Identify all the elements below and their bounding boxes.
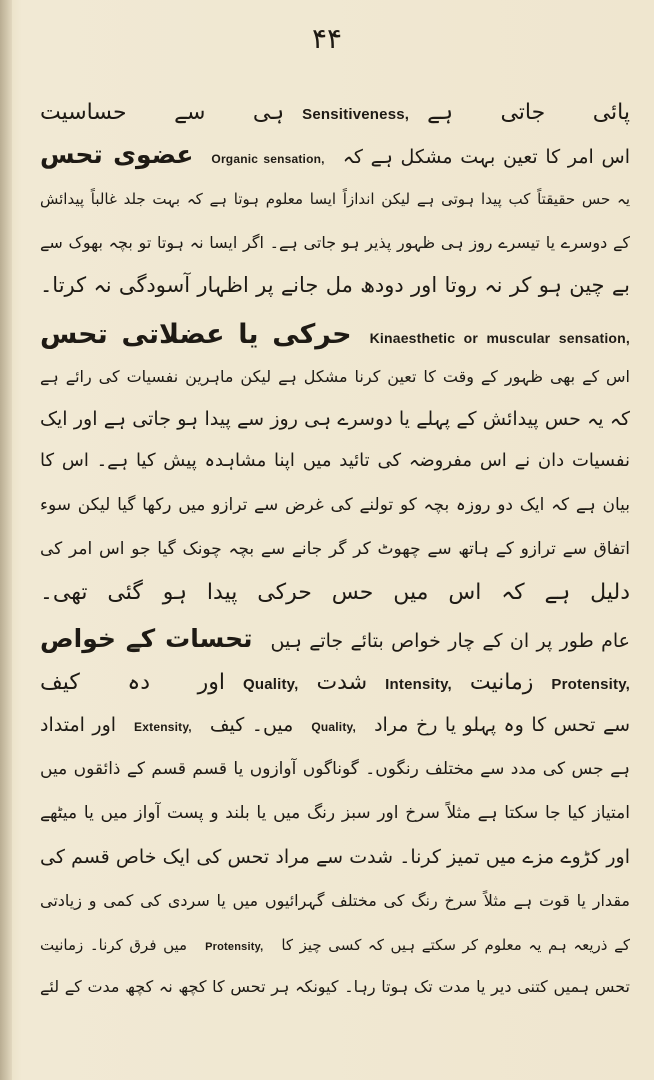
- text-line: [40, 268, 630, 304]
- english-term: Sensitiveness,: [302, 106, 410, 123]
- urdu-text: امتیاز کیا جا سکتا ہے مثلاً سرخ اور سبز رنگ میں یا بلند و پست آواز میں یا میٹھے: [40, 803, 630, 823]
- english-term: Quality,: [311, 720, 357, 734]
- section-heading: عضوی تحس: [40, 140, 194, 169]
- urdu-text: بیان ہے کہ ایک دو روزہ بچہ کو تولنے کی غرض سے ترازو میں رکھا گیا لیکن سوء: [40, 495, 630, 515]
- text-line: [40, 928, 630, 964]
- urdu-text: زمانیت: [469, 670, 534, 695]
- urdu-text: عام طور پر ان کے چار خواص بتائے جاتے ہیں: [270, 630, 630, 652]
- english-term: Quality,: [242, 676, 299, 693]
- urdu-text: ہے جس کی مدد سے مختلف رنگوں۔ گوناگوں آوازوں یا قسم قسم کے ذائقوں میں: [40, 759, 630, 779]
- english-term: Extensity,: [134, 720, 192, 734]
- urdu-text: اس کے بھی ظہور کے وقت کا تعین کرنا مشکل ہے لیکن ماہرین نفسیات کی رائے ہے: [40, 367, 630, 386]
- english-term: Protensity,: [551, 676, 630, 693]
- urdu-text: تحس ہمیں کتنی دیر یا مدت تک ہوتا رہا۔ کیونکہ ہر تحس کا کچھ نہ کچھ مدت کے لئے: [40, 977, 630, 996]
- urdu-text: میں فرق کرنا۔ زمانیت: [40, 936, 188, 954]
- english-term: Protensity,: [205, 941, 264, 953]
- text-line: [40, 970, 630, 1006]
- urdu-text: کے ذریعہ ہم یہ معلوم کر سکتے ہیں کہ کسی چیز کا: [281, 936, 630, 954]
- text-line: [40, 708, 630, 744]
- urdu-text: شدت: [316, 670, 368, 695]
- urdu-text: نفسیات دان نے اس مفروضہ کی تائید میں اپنا مشاہدہ پیش کیا ہے۔ اس کا: [40, 450, 630, 471]
- english-term: Intensity,: [385, 676, 452, 693]
- text-line: [40, 138, 630, 174]
- urdu-text: میں۔ کیف: [209, 714, 294, 736]
- text-line: [40, 752, 630, 788]
- urdu-text: اس امر کا تعین بہت مشکل ہے کہ: [342, 146, 630, 168]
- text-line: [40, 884, 630, 920]
- text-line: [40, 182, 630, 218]
- text-line: [40, 318, 630, 354]
- section-heading: تحسات کے خواص: [40, 624, 253, 653]
- section-heading: حرکی یا عضلاتی تحس: [40, 319, 352, 350]
- urdu-text: مقدار یا قوت ہے مثلاً سرخ رنگ کی مختلف گہرائیوں میں یا سردی کی کمی و زیادتی: [40, 891, 630, 910]
- urdu-text: اتفاق سے ترازو کے ہاتھ سے چھوٹ کر گر جانے سے بچہ چونک گیا جو اس امر کی: [40, 539, 630, 559]
- text-line: [40, 226, 630, 262]
- text-line: [40, 796, 630, 832]
- text-line: [40, 360, 630, 396]
- urdu-text: یہ حس حقیقتاً کب پیدا ہوتی ہے لیکن اندازاً ایسا معلوم ہوتا ہے کہ بہت جلد غالباً پیدائش: [40, 190, 630, 208]
- text-line: [40, 576, 630, 612]
- text-line: [40, 532, 630, 568]
- english-term: Kinaesthetic or muscular sensation,: [369, 330, 630, 346]
- urdu-text: اور کڑوے مزے میں تمیز کرنا۔ شدت سے مراد تحس کی ایک خاص قسم کی: [40, 846, 630, 868]
- text-line: [40, 444, 630, 480]
- text-line: [40, 622, 630, 658]
- text-line: [40, 840, 630, 876]
- text-line: [40, 402, 630, 438]
- english-term: Organic sensation,: [211, 152, 325, 166]
- urdu-text: سے تحس کا وہ پہلو یا رخ مراد: [374, 714, 630, 736]
- urdu-text: اور دہ کیف: [40, 670, 225, 695]
- urdu-text: کے دوسرے یا تیسرے روز ہی ظہور پذیر ہو جاتی ہے۔ اگر ایسا نہ ہوتا تو بچہ بھوک سے: [40, 233, 630, 252]
- urdu-text: کہ یہ حس پیدائش کے پہلے یا دوسرے ہی روز سے پیدا ہو جاتی ہے اور ایک: [40, 408, 630, 430]
- page-number: ۴۴: [311, 22, 343, 55]
- text-line: [40, 666, 630, 702]
- urdu-text: بے چین ہو کر نہ روتا اور دودھ مل جانے پر اظہار آسودگی نہ کرتا۔: [40, 273, 630, 297]
- urdu-text: اور امتداد: [40, 714, 117, 736]
- book-spine-shadow: [0, 0, 12, 1080]
- urdu-text: دلیل ہے کہ اس میں حس حرکی پیدا ہو گئی تھی۔: [40, 580, 630, 605]
- text-line: [40, 488, 630, 524]
- text-line: [40, 96, 630, 132]
- urdu-text: ہی سے حساسیت: [40, 100, 285, 125]
- urdu-text: پائی جاتی ہے: [427, 100, 630, 125]
